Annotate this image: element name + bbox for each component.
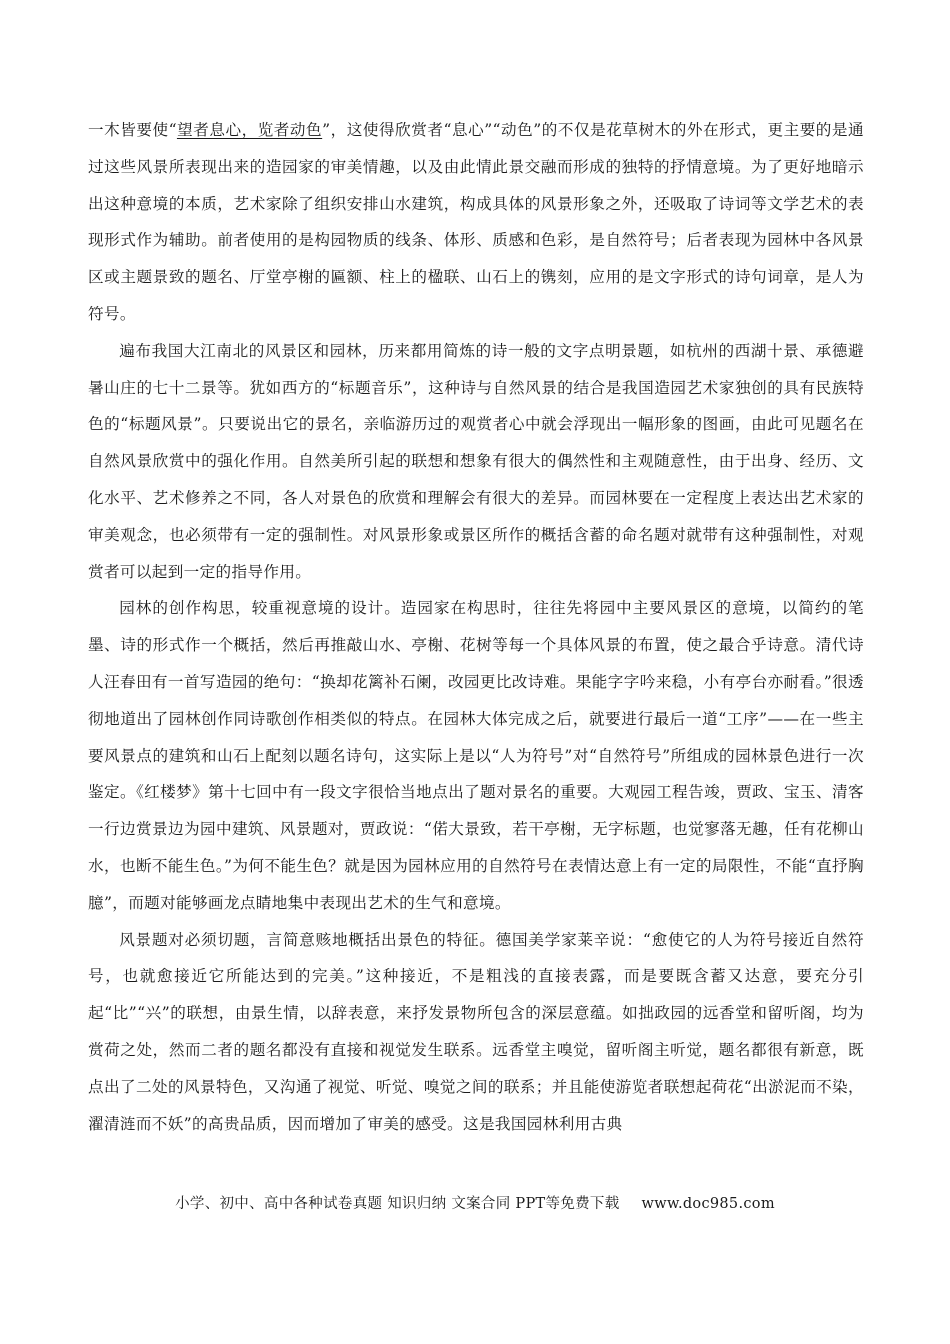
footer-site-link[interactable]: www.doc985.com <box>641 1196 775 1212</box>
paragraph-2: 遍布我国大江南北的风景区和园林，历来都用简炼的诗一般的文字点明景题，如杭州的西湖十景、承德避暑山庄的七十二景等。犹如西方的“标题音乐”，这种诗与自然风景的结合是我国造园艺术家独创的具有民族特色的“标题风景”。只要说出它的景名，亲临游历过的观赏者心中就会浮现出一幅形象的图画，由此可见题名在自然风景欣赏中的强化作用。自然美所引起的联想和想象有很大的偶然性和主观随意性，由于出身、经历、文化水平、艺术修养之不同，各人对景色的欣赏和理解会有很大的差异。而园林要在一定程度上表达出艺术家的审美观念，也必须带有一定的强制性。对风景形象或景区所作的概括含蓄的命名题对就带有这种强制性，对观赏者可以起到一定的指导作用。 <box>88 341 864 581</box>
paragraph-1 <box>88 112 864 333</box>
underlined-quote: 望者息心，览者动色 <box>176 121 323 139</box>
document-body <box>88 112 864 1142</box>
paragraph-1-rest: ”，这使得欣赏者“息心”“动色”的不仅是花草树木的外在形式，更主要的是通过这些风景所表现出来的造园家的审美情趣，以及由此情此景交融而形成的独特的抒情意境。为了更好地暗示出这种意境的本质，艺术家除了组织安排山水建筑，构成具体的风景形象之外，还吸取了诗词等文学艺术的表现形式作为辅助。前者使用的是构园物质的线条、体形、质感和色彩，是自然符号；后者表现为园林中各风景区或主题景致的题名、厅堂亭榭的匾额、柱上的楹联、山石上的镌刻，应用的是文字形式的诗句词章，是人为符号。 <box>88 121 864 323</box>
paragraph-1-start: 一木皆要使“ <box>88 121 177 139</box>
footer-text: 小学、初中、高中各种试卷真题 知识归纳 文案合同 PPT等免费下载 <box>175 1196 620 1212</box>
paragraph-3: 园林的创作构思，较重视意境的设计。造园家在构思时，往往先将园中主要风景区的意境，以简约的笔墨、诗的形式作一个概括，然后再推敲山水、亭榭、花树等每一个具体风景的布置，使之最合乎诗意。清代诗人汪春田有一首写造园的绝句：“换却花篱补石阑，改园更比改诗难。果能字字吟来稳，小有亭台亦耐看。”很透彻地道出了园林创作同诗歌创作相类似的特点。在园林大体完成之后，就要进行最后一道“工序”——在一些主要风景点的建筑和山石上配刻以题名诗句，这实际上是以“人为符号”对“自然符号”所组成的园林景色进行一次鉴定。《红楼梦》第十七回中有一段文字很恰当地点出了题对景名的重要。大观园工程告竣，贾政、宝玉、清客一行边赏景边为园中建筑、风景题对，贾政说：“偌大景致，若干亭榭，无字标题，也觉寥落无趣，任有花柳山水，也断不能生色。”为何不能生色？就是因为园林应用的自然符号在表情达意上有一定的局限性，不能“直抒胸臆”，而题对能够画龙点睛地集中表现出艺术的生气和意境。 <box>88 599 864 912</box>
paragraph-4: 风景题对必须切题，言简意赅地概括出景色的特征。德国美学家莱辛说：“愈使它的人为符号接近自然符号，也就愈接近它所能达到的完美。”这种接近，不是粗浅的直接表露，而是要既含蓄又达意，要充分引起“比”“兴”的联想，由景生情，以辞表意，来抒发景物所包含的深层意蕴。如拙政园的远香堂和留听阁，均为赏荷之处，然而二者的题名都没有直接和视觉发生联系。远香堂主嗅觉，留听阁主听觉，题名都很有新意，既点出了二处的风景特色，又沟通了视觉、听觉、嗅觉之间的联系；并且能使游览者联想起荷花“出淤泥而不染，濯清涟而不妖”的高贵品质，因而增加了审美的感受。这是我国园林利用古典 <box>88 930 864 1133</box>
page-footer <box>0 1192 950 1213</box>
